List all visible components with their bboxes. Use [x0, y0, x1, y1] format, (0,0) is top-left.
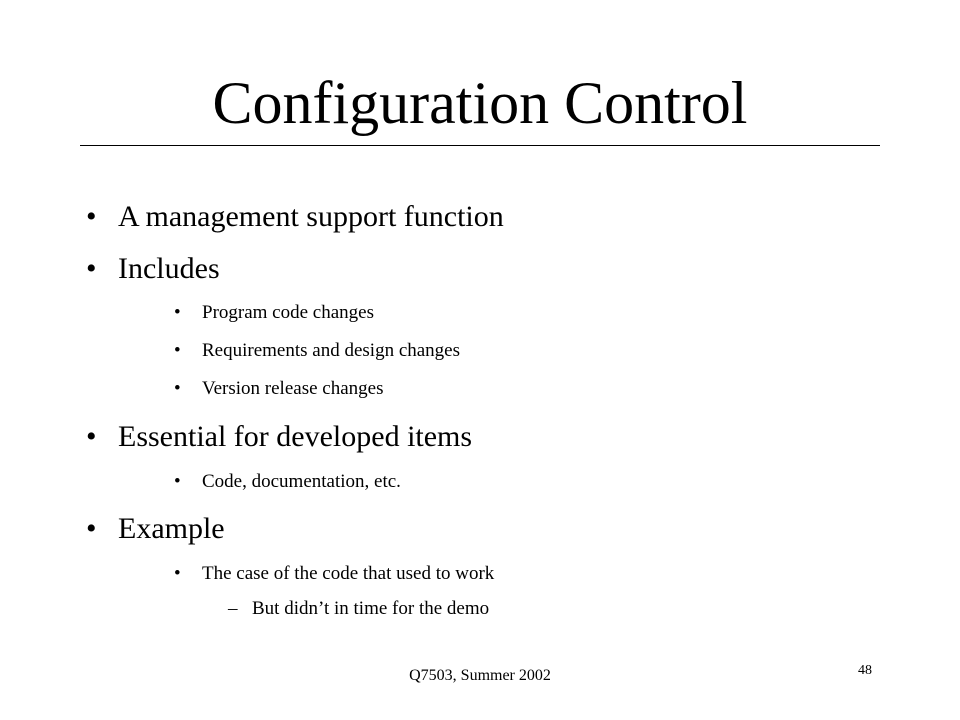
- bullet-text: The case of the code that used to work: [202, 563, 495, 584]
- bullet-mark: •: [174, 471, 181, 492]
- bullet-mark: •: [86, 252, 97, 285]
- bullet-text: But didn’t in time for the demo: [252, 598, 490, 619]
- bullet-text: Example: [118, 512, 225, 545]
- bullet-text: Essential for developed items: [118, 420, 473, 453]
- slide-title: Configuration Control: [212, 70, 748, 136]
- bullet-mark: •: [174, 302, 181, 323]
- bullet-text: A management support function: [118, 200, 504, 233]
- bullet-text: Version release changes: [202, 378, 384, 399]
- bullet-mark: •: [174, 378, 181, 399]
- title-divider: [80, 145, 880, 146]
- bullet-text: Code, documentation, etc.: [202, 471, 401, 492]
- bullet-text: Program code changes: [202, 302, 374, 323]
- bullet-mark: •: [174, 340, 181, 361]
- bullet-mark: •: [86, 200, 97, 233]
- slide-page-number: 48: [858, 663, 872, 678]
- bullet-mark: •: [86, 512, 97, 545]
- bullet-mark: •: [174, 563, 181, 584]
- bullet-mark: •: [86, 420, 97, 453]
- footer-course-label: Q7503, Summer 2002: [409, 667, 551, 684]
- bullet-text: Includes: [118, 252, 220, 285]
- dash-mark: –: [228, 598, 238, 619]
- bullet-text: Requirements and design changes: [202, 340, 461, 361]
